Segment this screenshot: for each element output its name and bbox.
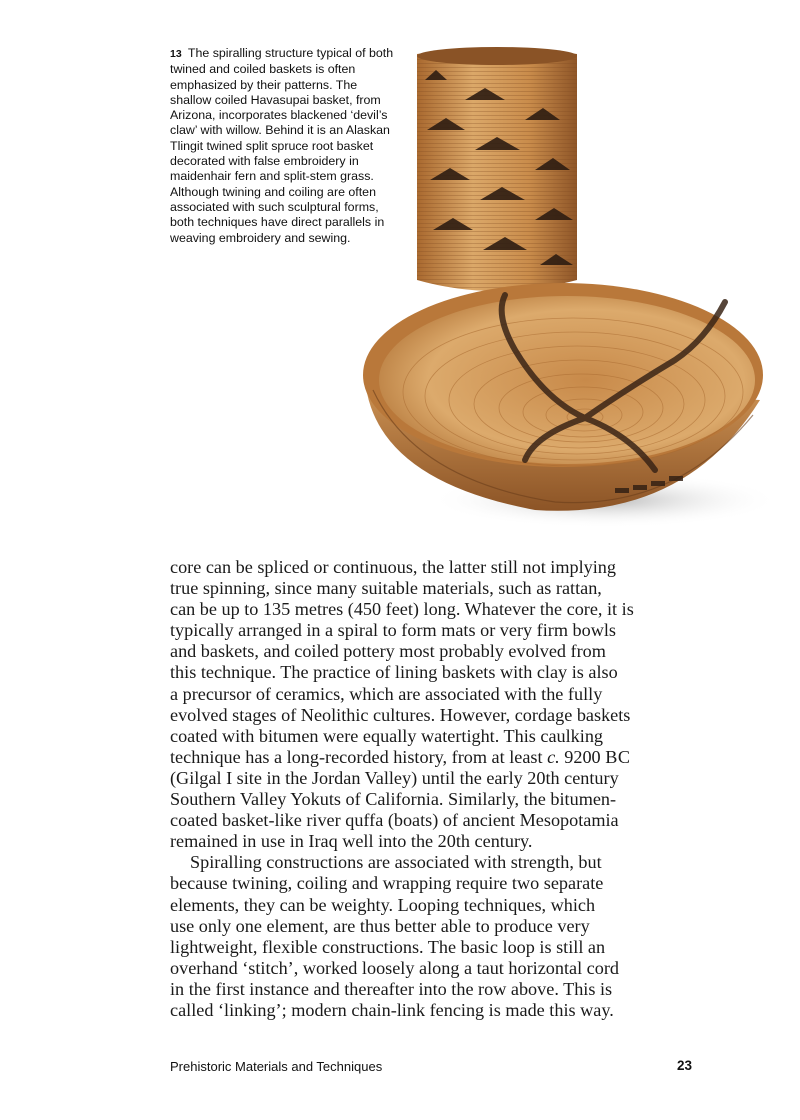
- line-prefix: technique has a long-recorded history, from at least: [170, 746, 548, 767]
- paragraph-2-line: elements, they can be weighty. Looping techniques, which: [170, 894, 596, 915]
- paragraph-2-line: Spiralling constructions are associated with strength, but: [190, 852, 602, 873]
- paragraph-1-line: true spinning, since many suitable materials, such as rattan,: [170, 578, 602, 599]
- paragraph-2-line: use only one element, are thus better able to produce very: [170, 915, 590, 936]
- paragraph-1-line: typically arranged in a spiral to form mats or very firm bowls: [170, 620, 616, 641]
- basket-illustration: [355, 40, 785, 540]
- paragraph-1-line: [170, 747, 690, 768]
- page-number: 23: [676, 1058, 692, 1073]
- basket-photograph: [355, 40, 785, 540]
- paragraph-1-line: can be up to 135 metres (450 feet) long. Whatever the core, it is: [170, 599, 634, 620]
- paragraph-2-line: in the first instance and thereafter into the row above. This is: [170, 978, 613, 999]
- paragraph-1-line: coated with bitumen were equally watertight. This caulking: [170, 725, 604, 746]
- havasupai-bowl: [363, 283, 763, 511]
- paragraph-2-line: because twining, coiling and wrapping require two separate: [170, 873, 604, 894]
- running-footer-title: Prehistoric Materials and Techniques: [170, 1059, 383, 1074]
- paragraph-1-line: this technique. The practice of lining baskets with clay is also: [170, 662, 618, 683]
- paragraph-1-line: core can be spliced or continuous, the latter still not implying: [170, 557, 616, 577]
- caption-number: 13: [170, 48, 182, 60]
- tlingit-basket: [417, 47, 577, 291]
- paragraph-1-line: remained in use in Iraq well into the 20th century.: [170, 831, 533, 852]
- paragraph-1-line: a precursor of ceramics, which are associated with the fully: [170, 683, 603, 704]
- paragraph-1-line: and baskets, and coiled pottery most probably evolved from: [170, 641, 606, 662]
- paragraph-2-line: called ‘linking’; modern chain-link fencing is made this way.: [170, 999, 614, 1020]
- year: 9200: [559, 746, 606, 767]
- caption-text: The spiralling structure typical of both twined and coiled baskets is often emphasized by their patterns. The shallow coiled Havasupai basket, from Arizona, incorporates blackened ‘devil’s claw’ with willow. Behind it is an Alaskan Tlingit twined split spruce root basket decorated with false embroidery in maidenhair fern and split-stem grass. Although twining and coiling are often associated with such sculptural forms, both techniques have direct parallels in weaving embroidery and sewing.: [170, 46, 394, 245]
- paragraph-1-line: evolved stages of Neolithic cultures. However, cordage baskets: [170, 704, 631, 725]
- paragraph-1-line: (Gilgal I site in the Jordan Valley) until the early 20th century: [170, 767, 619, 788]
- body-text: [170, 557, 690, 1021]
- paragraph-2-line: lightweight, flexible constructions. The basic loop is still an: [170, 936, 606, 957]
- paragraph-1-line: Southern Valley Yokuts of California. Similarly, the bitumen-: [170, 789, 617, 810]
- circa-abbrev: c.: [547, 746, 560, 767]
- paragraph-1-line: coated basket-like river quffa (boats) of ancient Mesopotamia: [170, 810, 619, 831]
- paragraph-2-line: overhand ‘stitch’, worked loosely along a taut horizontal cord: [170, 957, 619, 978]
- era-abbrev: BC: [605, 746, 631, 767]
